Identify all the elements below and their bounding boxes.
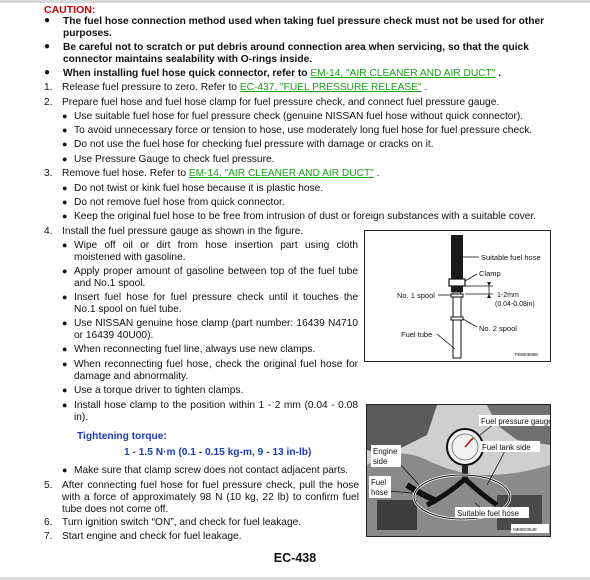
step-4-sub-9: ● Make sure that clamp screw does not contact adjacent parts. xyxy=(62,465,349,476)
step-4-sub-2: ● Apply proper amount of gasoline between top of the fuel tube and No.1 spool. xyxy=(62,266,358,290)
label-dim-mm: 1-2mm xyxy=(497,292,519,299)
label-fuel-tank-side: Fuel tank side xyxy=(482,443,531,452)
step-4-sub-1: ● Wipe off oil or dirt from hose insertion part using cloth moistened with gasoline. xyxy=(62,240,358,264)
label-fuel-pressure-gauge: Fuel pressure gauge xyxy=(481,417,550,426)
fuel-hose-shape xyxy=(451,235,463,283)
step-3-sub-2: ● Do not remove fuel hose from quick connector. xyxy=(62,197,285,208)
torque-value: 1 - 1.5 N·m (0.1 - 0.15 kg-m, 9 - 13 in-lb) xyxy=(124,447,312,458)
hose-end-shape xyxy=(451,286,463,292)
caution-item-3: ● When installing fuel hose quick connector, refer to EM-14, "AIR CLEANER AND AIR DUCT" . xyxy=(44,67,502,79)
step-2-sub-3: ● Do not use the fuel hose for checking fuel pressure with damage or cracks on it. xyxy=(62,139,434,150)
bullet-icon: ● xyxy=(62,385,68,395)
bullet-icon: ● xyxy=(62,292,68,302)
step-7: 7. Start engine and check for fuel leakage. xyxy=(44,531,242,542)
step-2: 2. Prepare fuel hose and fuel hose clamp for fuel pressure check, and connect fuel pressure gauge. xyxy=(44,97,500,108)
step-3: 3. Remove fuel hose. Refer to EM-14, "AIR CLEANER AND AIR DUCT" . xyxy=(44,168,380,179)
step-4-sub-6: ● When reconnecting fuel hose, check the original fuel hose for damage and abnormality. xyxy=(62,359,358,383)
step-3-sub-1: ● Do not twist or kink fuel hose because it is plastic hose. xyxy=(62,183,324,194)
bullet-icon: ● xyxy=(44,67,51,78)
label-engine: Engine xyxy=(373,447,398,456)
figure-code: PBIB0896E xyxy=(515,352,539,357)
step-4-sub-5: ● When reconnecting fuel line, always use new clamps. xyxy=(62,344,316,355)
step-2-sub-1: ● Use suitable fuel hose for fuel pressure check (genuine NISSAN fuel hose without quick connector). xyxy=(62,111,524,122)
spool-1-shape xyxy=(451,294,463,297)
bullet-icon: ● xyxy=(62,240,68,250)
bullet-icon: ● xyxy=(44,41,51,52)
gauge-installation-photo xyxy=(367,405,550,536)
label-suitable-fuel-hose-2: Suitable fuel hose xyxy=(457,509,519,518)
figure-code-2: MBIB0354E xyxy=(513,527,538,532)
bullet-icon: ● xyxy=(62,197,68,207)
top-edge xyxy=(0,0,590,3)
bullet-icon: ● xyxy=(62,400,68,410)
label-engine-side: side xyxy=(373,457,388,466)
caution-title: CAUTION: xyxy=(44,4,96,16)
step-3-sub-3: ● Keep the original fuel hose to be free from intrusion of dust or foreign substances with a suitable cover. xyxy=(62,211,537,222)
bullet-icon: ● xyxy=(62,211,68,221)
label-no1-spool: No. 1 spool xyxy=(397,291,435,300)
link-em14-air-cleaner-2[interactable]: EM-14, "AIR CLEANER AND AIR DUCT" xyxy=(188,168,374,179)
bullet-icon: ● xyxy=(62,266,68,276)
caution-item-1: ● The fuel hose connection method used when taking fuel pressure check must not be used for other purposes. xyxy=(44,15,545,40)
label-clamp: Clamp xyxy=(479,269,501,278)
bullet-icon: ● xyxy=(62,154,68,164)
label-fuel-hose: hose xyxy=(371,488,388,497)
step-4-sub-3: ● Insert fuel hose for fuel pressure check until it touches the No.1 spool on fuel tube. xyxy=(62,292,358,316)
bullet-icon: ● xyxy=(62,183,68,193)
step-5: 5. After connecting fuel hose for fuel pressure check, pull the hose with a force of approximately 98 N (10 kg, 22 lb) to confirm fuel tube does not come off. xyxy=(44,480,359,516)
step-4-sub-4: ● Use NISSAN genuine hose clamp (part number: 16439 N4710 or 16439 40U00). xyxy=(62,318,358,342)
spool-2-shape xyxy=(451,317,463,320)
hose-clamp-illustration xyxy=(365,231,550,361)
bullet-icon: ● xyxy=(62,318,68,328)
bullet-icon: ● xyxy=(62,359,68,369)
label-fuel-tube: Fuel tube xyxy=(401,330,433,339)
bullet-icon: ● xyxy=(62,111,68,121)
label-dim-in: (0.04-0.08in) xyxy=(495,301,535,308)
step-4: 4. Install the fuel pressure gauge as shown in the figure. xyxy=(44,226,304,237)
bullet-icon: ● xyxy=(62,125,68,135)
step-4-sub-7: ● Use a torque driver to tighten clamps. xyxy=(62,385,244,396)
figure-hose-clamp-diagram xyxy=(364,230,551,362)
page-number: EC-438 xyxy=(273,551,317,565)
clamp-shape xyxy=(449,279,465,286)
link-ec437-fuel-pressure-release[interactable]: EC-437, "FUEL PRESSURE RELEASE" xyxy=(239,82,422,93)
link-em14-air-cleaner[interactable]: EM-14, "AIR CLEANER AND AIR DUCT" xyxy=(310,68,496,79)
step-6: 6. Turn ignition switch “ON”, and check for fuel leakage. xyxy=(44,517,302,528)
step-2-sub-4: ● Use Pressure Gauge to check fuel pressure. xyxy=(62,154,275,165)
bullet-icon: ● xyxy=(44,15,51,26)
label-no2-spool: No. 2 spool xyxy=(479,324,517,333)
step-2-sub-2: ● To avoid unnecessary force or tension to hose, use moderately long fuel hose for fuel pressure check. xyxy=(62,125,533,136)
figure-gauge-installation xyxy=(366,404,551,537)
bullet-icon: ● xyxy=(62,344,68,354)
caution-item-2: ● Be careful not to scratch or put debris around connection area when servicing, so that the quick connector maintains sealability with O-rings inside. xyxy=(44,41,529,66)
bullet-icon: ● xyxy=(62,465,68,475)
label-suitable-fuel-hose: Suitable fuel hose xyxy=(481,253,541,262)
label-fuel: Fuel xyxy=(371,478,387,487)
step-4-sub-8: ● Install hose clamp to the position within 1 - 2 mm (0.04 - 0.08 in). xyxy=(62,400,358,424)
torque-heading: Tightening torque: xyxy=(77,431,167,442)
bullet-icon: ● xyxy=(62,139,68,149)
step-1: 1. Release fuel pressure to zero. Refer to EC-437, "FUEL PRESSURE RELEASE" . xyxy=(44,82,428,93)
